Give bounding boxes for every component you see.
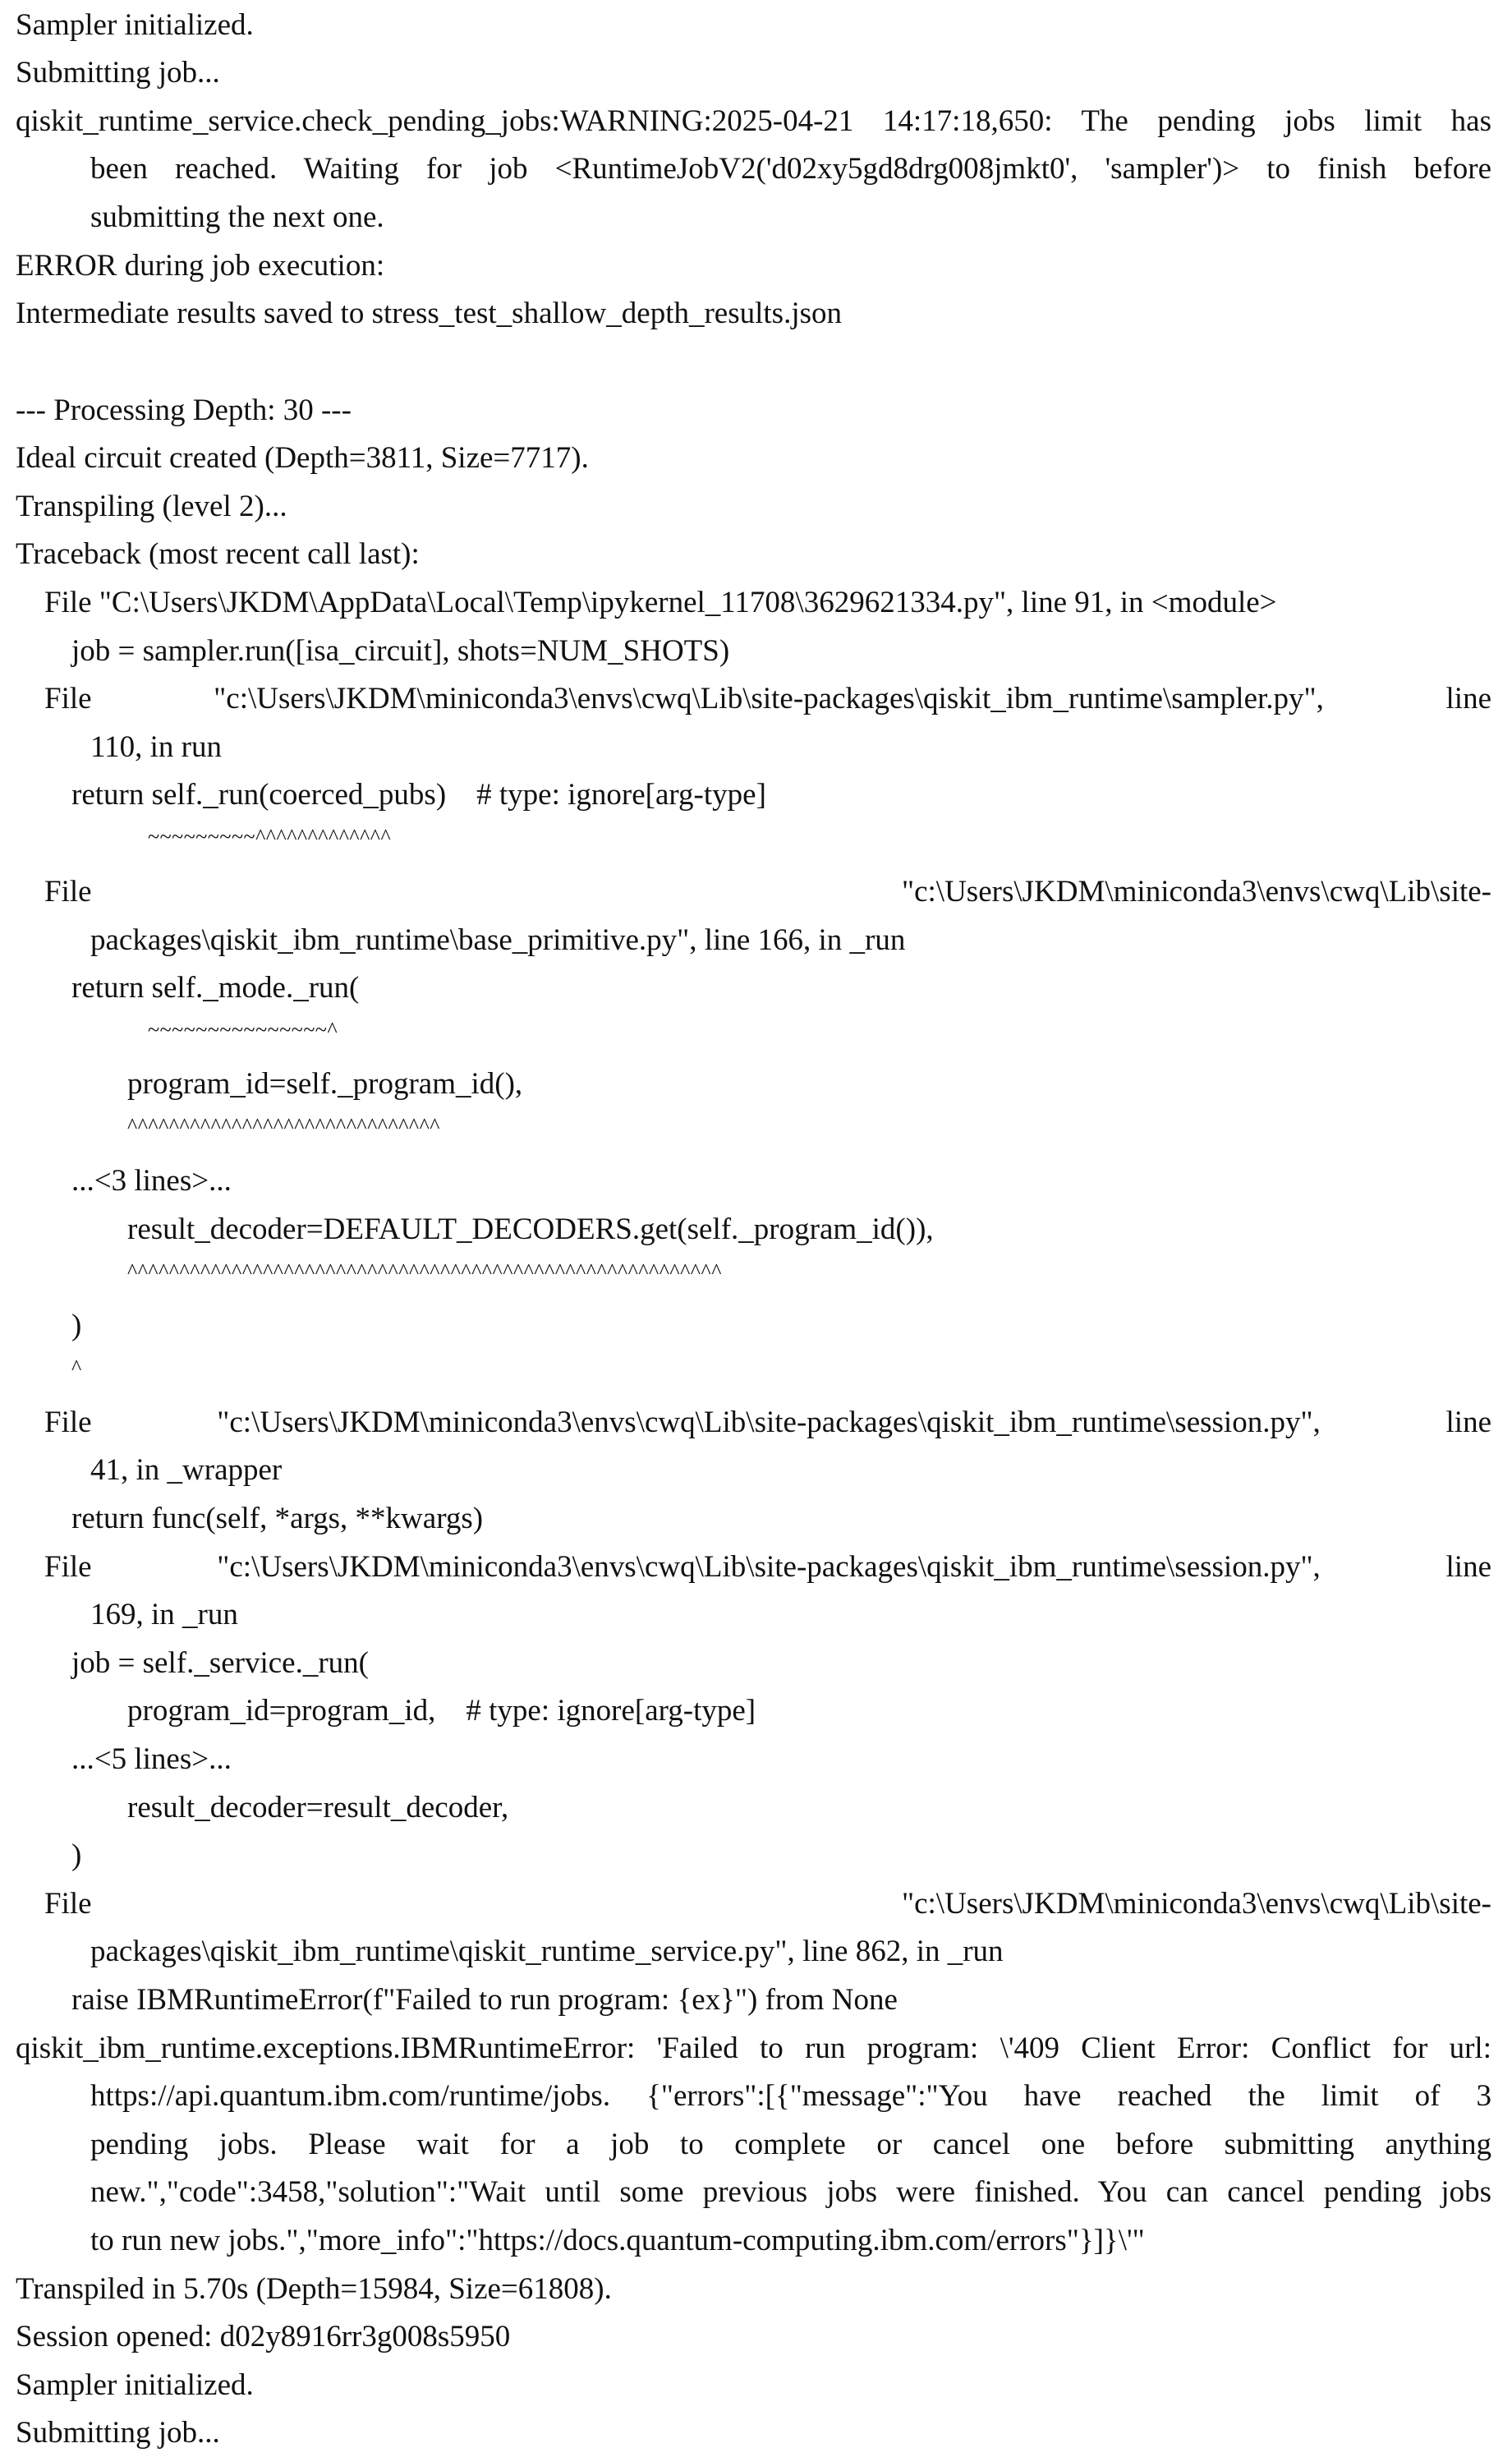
console-line: return self._run(coerced_pubs) # type: ignore[arg-type] — [71, 778, 766, 812]
console-line: 169, in _run — [90, 1598, 238, 1631]
console-line: ...<5 lines>... — [71, 1742, 232, 1776]
console-line: job = self._service._run( — [71, 1646, 369, 1680]
error-marker-line: ^^^^^^^^^^^^^^^^^^^^^^^^^^^^^^^^^^^^^^^^^^^^^^^^^^^^^^^^^ — [127, 1259, 722, 1283]
console-line: to run new jobs.","more_info":"https://docs.quantum-computing.ibm.com/errors"}]}\'" — [90, 2224, 1145, 2257]
console-line: Sampler initialized. — [16, 2368, 254, 2402]
error-marker-line: ~~~~~~~~~~~~~~~^ — [148, 1018, 338, 1042]
console-line: packages\qiskit_ibm_runtime\qiskit_runtime_service.py", line 862, in _run — [90, 1935, 1004, 1968]
error-marker-line: ^^^^^^^^^^^^^^^^^^^^^^^^^^^^^^ — [127, 1114, 441, 1138]
console-line: ) — [71, 1309, 82, 1342]
console-line: ...<3 lines>... — [71, 1164, 232, 1198]
console-line: return func(self, *args, **kwargs) — [71, 1502, 484, 1535]
console-line: File "c:\Users\JKDM\miniconda3\envs\cwq\Lib\site-packages\qiskit_ibm_runtime\sampler.py", line — [44, 682, 1491, 715]
console-line: Transpiling (level 2)... — [16, 490, 287, 523]
console-line: program_id=program_id, # type: ignore[arg-type] — [127, 1694, 756, 1728]
console-line: raise IBMRuntimeError(f"Failed to run program: {ex}") from None — [71, 1983, 898, 2017]
console-line: Submitting job... — [16, 56, 220, 90]
console-line: pending jobs. Please wait for a job to complete or cancel one before submitting anything — [90, 2128, 1491, 2161]
console-line: qiskit_runtime_service.check_pending_jobs:WARNING:2025-04-21 14:17:18,650: The pending jobs limit has — [16, 104, 1491, 138]
console-line: new.","code":3458,"solution":"Wait until some previous jobs were finished. You can cancel pending jobs — [90, 2175, 1491, 2209]
console-line: result_decoder=DEFAULT_DECODERS.get(self._program_id()), — [127, 1212, 934, 1246]
console-line: Traceback (most recent call last): — [16, 537, 420, 571]
error-marker-line: ~~~~~~~~~^^^^^^^^^^^^^ — [148, 825, 392, 849]
console-line: ) — [71, 1838, 82, 1872]
console-line: Session opened: d02y8916rr3g008s5950 — [16, 2320, 511, 2353]
console-line: result_decoder=result_decoder, — [127, 1791, 509, 1824]
console-line: 41, in _wrapper — [90, 1453, 283, 1487]
console-line: Sampler initialized. — [16, 8, 254, 42]
console-line: Submitting job... — [16, 2416, 220, 2450]
console-line: program_id=self._program_id(), — [127, 1067, 523, 1101]
console-line: File "c:\Users\JKDM\miniconda3\envs\cwq\Lib\site-packages\qiskit_ibm_runtime\session.py", line — [44, 1406, 1491, 1439]
console-line: File "c:\Users\JKDM\miniconda3\envs\cwq\Lib\site- — [44, 1887, 1491, 1921]
console-line: 110, in run — [90, 730, 222, 764]
console-line: Ideal circuit created (Depth=3811, Size=7717). — [16, 441, 589, 475]
console-line: submitting the next one. — [90, 200, 384, 234]
console-line: File "c:\Users\JKDM\miniconda3\envs\cwq\Lib\site-packages\qiskit_ibm_runtime\session.py", line — [44, 1550, 1491, 1584]
console-line: Intermediate results saved to stress_test_shallow_depth_results.json — [16, 297, 843, 330]
console-line: been reached. Waiting for job <RuntimeJobV2('d02xy5gd8drg008jmkt0', 'sampler')> to finish before — [90, 152, 1491, 186]
console-line: Transpiled in 5.70s (Depth=15984, Size=61808). — [16, 2272, 612, 2306]
error-marker-line: ^ — [71, 1355, 82, 1379]
console-line: ERROR during job execution: — [16, 249, 385, 283]
console-line: return self._mode._run( — [71, 971, 360, 1005]
console-line: --- Processing Depth: 30 --- — [16, 393, 352, 427]
console-line: qiskit_ibm_runtime.exceptions.IBMRuntimeError: 'Failed to run program: \'409 Client Error: Conflict for url: — [16, 2031, 1491, 2065]
console-line: File "C:\Users\JKDM\AppData\Local\Temp\ipykernel_11708\3629621334.py", line 91, in <module> — [44, 586, 1277, 619]
console-line: https://api.quantum.ibm.com/runtime/jobs. {"errors":[{"message":"You have reached the limit of 3 — [90, 2079, 1491, 2113]
console-line: File "c:\Users\JKDM\miniconda3\envs\cwq\Lib\site- — [44, 875, 1491, 909]
console-line: job = sampler.run([isa_circuit], shots=NUM_SHOTS) — [71, 634, 730, 668]
console-line: packages\qiskit_ibm_runtime\base_primitive.py", line 166, in _run — [90, 923, 906, 957]
